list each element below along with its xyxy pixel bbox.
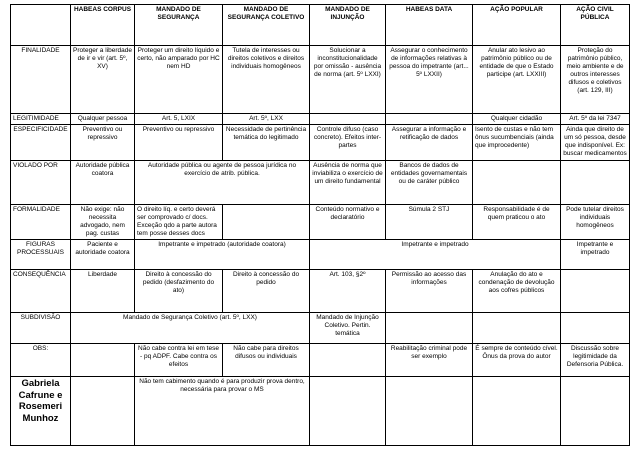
consequencia-ms-cell: Direito à concessão do pedido (desfazimento do ato)	[135, 269, 223, 312]
row-finalidade	[11, 46, 630, 114]
finalidade-ms-cell: Proteger um direito líquido e certo, não amparado por HC nem HD	[135, 46, 223, 114]
violado-hc-cell: Autoridade pública coatora	[71, 161, 135, 205]
consequencia-msc-cell: Direito à concessão do pedido	[223, 269, 310, 312]
legitimidade-ms-cell: Art. 5, LXIX	[135, 114, 223, 125]
violado-ms-msc-cell: Autoridade pública ou agente de pessoa jurídica no exercício de atrib. pública.	[135, 161, 310, 205]
header-habeas-corpus: HABEAS CORPUS	[71, 5, 135, 46]
obs-msc-cell: Não cabe para direitos difusos ou individuais	[223, 343, 310, 376]
subdivisao-mi-cell: Mandado de Injunção Coletivo. Pertin. temática	[310, 312, 386, 343]
row-label-obs: OBS:	[11, 343, 71, 376]
row-formalidade	[11, 205, 630, 240]
figuras-mi-hd-ap-cell: Impetrante e impetrado	[310, 239, 561, 269]
especificidade-hc-cell: Preventivo ou repressivo	[71, 125, 135, 161]
legitimidade-hc-cell: Qualquer pessoa	[71, 114, 135, 125]
finalidade-msc-cell: Tutela de interesses ou direitos coletivos e direitos individuais homogêneos	[223, 46, 310, 114]
obs-ap-cell: É sempre de conteúdo cível. Ônus da prova do autor	[473, 343, 561, 376]
row-consequencia	[11, 269, 630, 312]
row-especificidade	[11, 125, 630, 161]
finalidade-acp-cell: Proteção do patrimônio público, meio ambiente e de outros interesses difusos e coletivos (art. 129, III)	[561, 46, 630, 114]
formalidade-msc-cell	[223, 205, 310, 240]
header-mandado-seguranca-coletivo: MANDADO DE SEGURANÇA COLETIVO	[223, 5, 310, 46]
formalidade-mi-cell: Conteúdo normativo e declaratório	[310, 205, 386, 240]
row-author	[11, 376, 630, 445]
row-label-especificidade: ESPECIFICIDADE	[11, 125, 71, 161]
legitimidade-hd-cell	[386, 114, 473, 125]
subdivisao-hc-ms-msc-cell: Mandado de Segurança Coletivo (art. 5º, LXX)	[71, 312, 310, 343]
especificidade-ap-cell: Isento de custas e não tem ônus sucumbenciais (ainda que improcedente)	[473, 125, 561, 161]
obs-hd-cell: Reabilitação criminal pode ser exemplo	[386, 343, 473, 376]
header-acao-popular: AÇÃO POPULAR	[473, 5, 561, 46]
finalidade-hd-cell: Assegurar o conhecimento de informações relativas à pessoa do impetrante (art... 5º LXXII)	[386, 46, 473, 114]
especificidade-hd-cell: Assegurar a informação e retificação de dados	[386, 125, 473, 161]
violado-hd-cell: Bancos de dados de entidades governamentais ou de caráter público	[386, 161, 473, 205]
header-mandado-injuncao: MANDADO DE INJUNÇÃO	[310, 5, 386, 46]
legitimidade-ap-cell: Qualquer cidadão	[473, 114, 561, 125]
last-mi-cell	[310, 376, 386, 445]
header-acao-civil-publica: AÇÃO CIVIL PÚBLICA	[561, 5, 630, 46]
row-label-subdivisao: SUBDIVISÃO	[11, 312, 71, 343]
obs-ms-cell: Não cabe contra lei em tese - pq ADPF. Cabe contra os efeitos	[135, 343, 223, 376]
subdivisao-hd-cell	[386, 312, 473, 343]
row-label-violado-por: VIOLADO POR	[11, 161, 71, 205]
consequencia-mi-cell: Art. 103, §2º	[310, 269, 386, 312]
author-credit: Gabriela Cafrune e Rosemeri Munhoz	[11, 376, 71, 445]
row-label-finalidade: FINALIDADE	[11, 46, 71, 114]
legitimidade-mi-cell	[310, 114, 386, 125]
especificidade-ms-cell: Preventivo ou repressivo	[135, 125, 223, 161]
consequencia-ap-cell: Anulação do ato e condenação de devolução aos cofres públicos	[473, 269, 561, 312]
obs-mi-cell	[310, 343, 386, 376]
header-corner	[11, 5, 71, 46]
last-hc-cell	[71, 376, 135, 445]
header-row	[11, 5, 630, 46]
formalidade-hc-cell: Não exige: não necessita advogado, nem pag. custas	[71, 205, 135, 240]
last-ms-msc-cell: Não tem cabimento quando é para produzir prova dentro, necessária para provar o MS	[135, 376, 310, 445]
legitimidade-acp-cell: Art. 5º da lei 7347	[561, 114, 630, 125]
last-ap-cell	[473, 376, 561, 445]
consequencia-hd-cell: Permissão ao acesso das informações	[386, 269, 473, 312]
last-hd-cell	[386, 376, 473, 445]
row-label-consequencia: CONSEQUÊNCIA	[11, 269, 71, 312]
finalidade-mi-cell: Solucionar a inconstitucionalidade por omissão - ausência de norma (art. 5º LXXI)	[310, 46, 386, 114]
obs-acp-cell: Discussão sobre legitimidade da Defensoria Pública.	[561, 343, 630, 376]
especificidade-mi-cell: Controle difuso (caso concreto). Efeitos inter-partes	[310, 125, 386, 161]
figuras-acp-cell: Impetrante e impetrado	[561, 239, 630, 269]
obs-hc-cell	[71, 343, 135, 376]
consequencia-acp-cell	[561, 269, 630, 312]
row-label-legitimidade: LEGITIMIDADE	[11, 114, 71, 125]
row-figuras-processuais	[11, 239, 630, 269]
legitimidade-msc-cell: Art. 5º, LXX	[223, 114, 310, 125]
finalidade-hc-cell: Proteger a liberdade de ir e vir (art. 5º, XV)	[71, 46, 135, 114]
formalidade-hd-cell: Súmula 2 STJ	[386, 205, 473, 240]
last-acp-cell	[561, 376, 630, 445]
row-obs	[11, 343, 630, 376]
header-habeas-data: HABEAS DATA	[386, 5, 473, 46]
violado-ap-cell	[473, 161, 561, 205]
especificidade-msc-cell: Necessidade de pertinência temática do legitimado	[223, 125, 310, 161]
header-mandado-seguranca: MANDADO DE SEGURANÇA	[135, 5, 223, 46]
row-subdivisao	[11, 312, 630, 343]
row-violado-por	[11, 161, 630, 205]
figuras-hc-cell: Paciente e autoridade coatora	[71, 239, 135, 269]
formalidade-ap-cell: Responsabilidade é de quem praticou o ato	[473, 205, 561, 240]
formalidade-ms-cell: O direito líq. e certo deverá ser comprovado c/ docs. Exceção qdo a parte autora tem posse desses docs	[135, 205, 223, 240]
comparison-table	[10, 4, 630, 446]
figuras-ms-msc-cell: Impetrante e impetrado (autoridade coatora)	[135, 239, 310, 269]
finalidade-ap-cell: Anular ato lesivo ao patrimônio público ou de entidade de que o Estado participe (art. LXXIII)	[473, 46, 561, 114]
row-legitimidade	[11, 114, 630, 125]
violado-mi-cell: Ausência de norma que inviabiliza o exercício de um direito fundamental	[310, 161, 386, 205]
row-label-formalidade: FORMALIDADE	[11, 205, 71, 240]
especificidade-acp-cell: Ainda que direito de um só pessoa, desde que indisponível. Ex: buscar medicamentos	[561, 125, 630, 161]
subdivisao-acp-cell	[561, 312, 630, 343]
formalidade-acp-cell: Pode tutelar direitos individuais homogêneos	[561, 205, 630, 240]
subdivisao-ap-cell	[473, 312, 561, 343]
row-label-figuras-processuais: FIGURAS PROCESSUAIS	[11, 239, 71, 269]
consequencia-hc-cell: Liberdade	[71, 269, 135, 312]
violado-acp-cell	[561, 161, 630, 205]
